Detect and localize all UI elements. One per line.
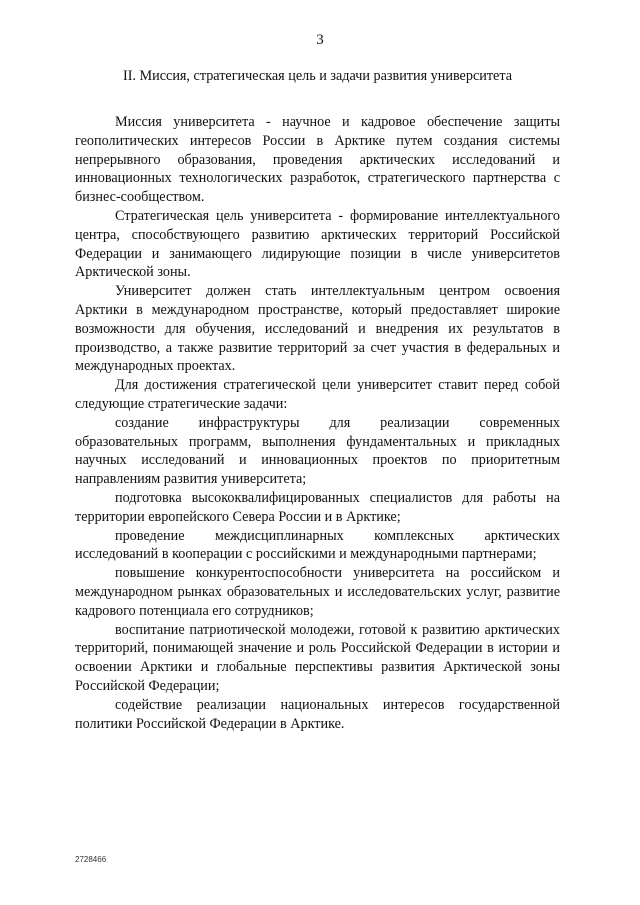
task-item-youth: воспитание патриотической молодежи, готовой к развитию арктических территорий, понимающей значение и роль Российской Федерации в истории и освоении Арктики и глобальные перспективы развития Арктической зоны Российской Федерации; <box>75 621 560 694</box>
task-item-infrastructure: создание инфраструктуры для реализации современных образовательных программ, выполнения фундаментальных и прикладных научных исследований и инновационных проектов по приоритетным направлениям развития университета; <box>75 414 560 488</box>
document-body <box>75 113 560 733</box>
task-item-national-interests: содействие реализации национальных интересов государственной политики Российской Федерации в Арктике. <box>75 696 560 732</box>
paragraph-intellectual-center: Университет должен стать интеллектуальным центром освоения Арктики в международном пространстве, который предоставляет широкие возможности для обучения, исследований и внедрения их результатов в производство, а также развитие территорий за счет участия в федеральных и международных проектах. <box>75 283 560 375</box>
page-number: 3 <box>316 32 324 48</box>
document-id: 2728466 <box>75 855 107 864</box>
task-item-research: проведение междисциплинарных комплексных арктических исследований в кооперации с российскими и международными партнерами; <box>75 527 560 563</box>
section-heading: II. Миссия, стратегическая цель и задачи развития университета <box>122 68 513 84</box>
task-item-competitiveness: повышение конкурентоспособности университета на российском и международном рынках образовательных и исследовательских услуг, развитие кадрового потенциала его сотрудников; <box>75 565 560 619</box>
task-item-training: подготовка высококвалифицированных специалистов для работы на территории европейского Севера России и в Арктике; <box>75 489 560 525</box>
paragraph-mission: Миссия университета - научное и кадровое обеспечение защиты геополитических интересов России в Арктике путем создания системы непрерывного образования, проведения арктических исследований и инновационных технологических разработок, стратегического партнерства с бизнес-сообществом. <box>75 114 560 206</box>
paragraph-tasks-intro: Для достижения стратегической цели университет ставит перед собой следующие стратегические задачи: <box>75 377 560 412</box>
paragraph-strategic-goal: Стратегическая цель университета - формирование интеллектуального центра, способствующего развитию арктических территорий Российской Федерации и занимающего лидирующие позиции в числе университетов Арктической зоны. <box>75 207 560 281</box>
